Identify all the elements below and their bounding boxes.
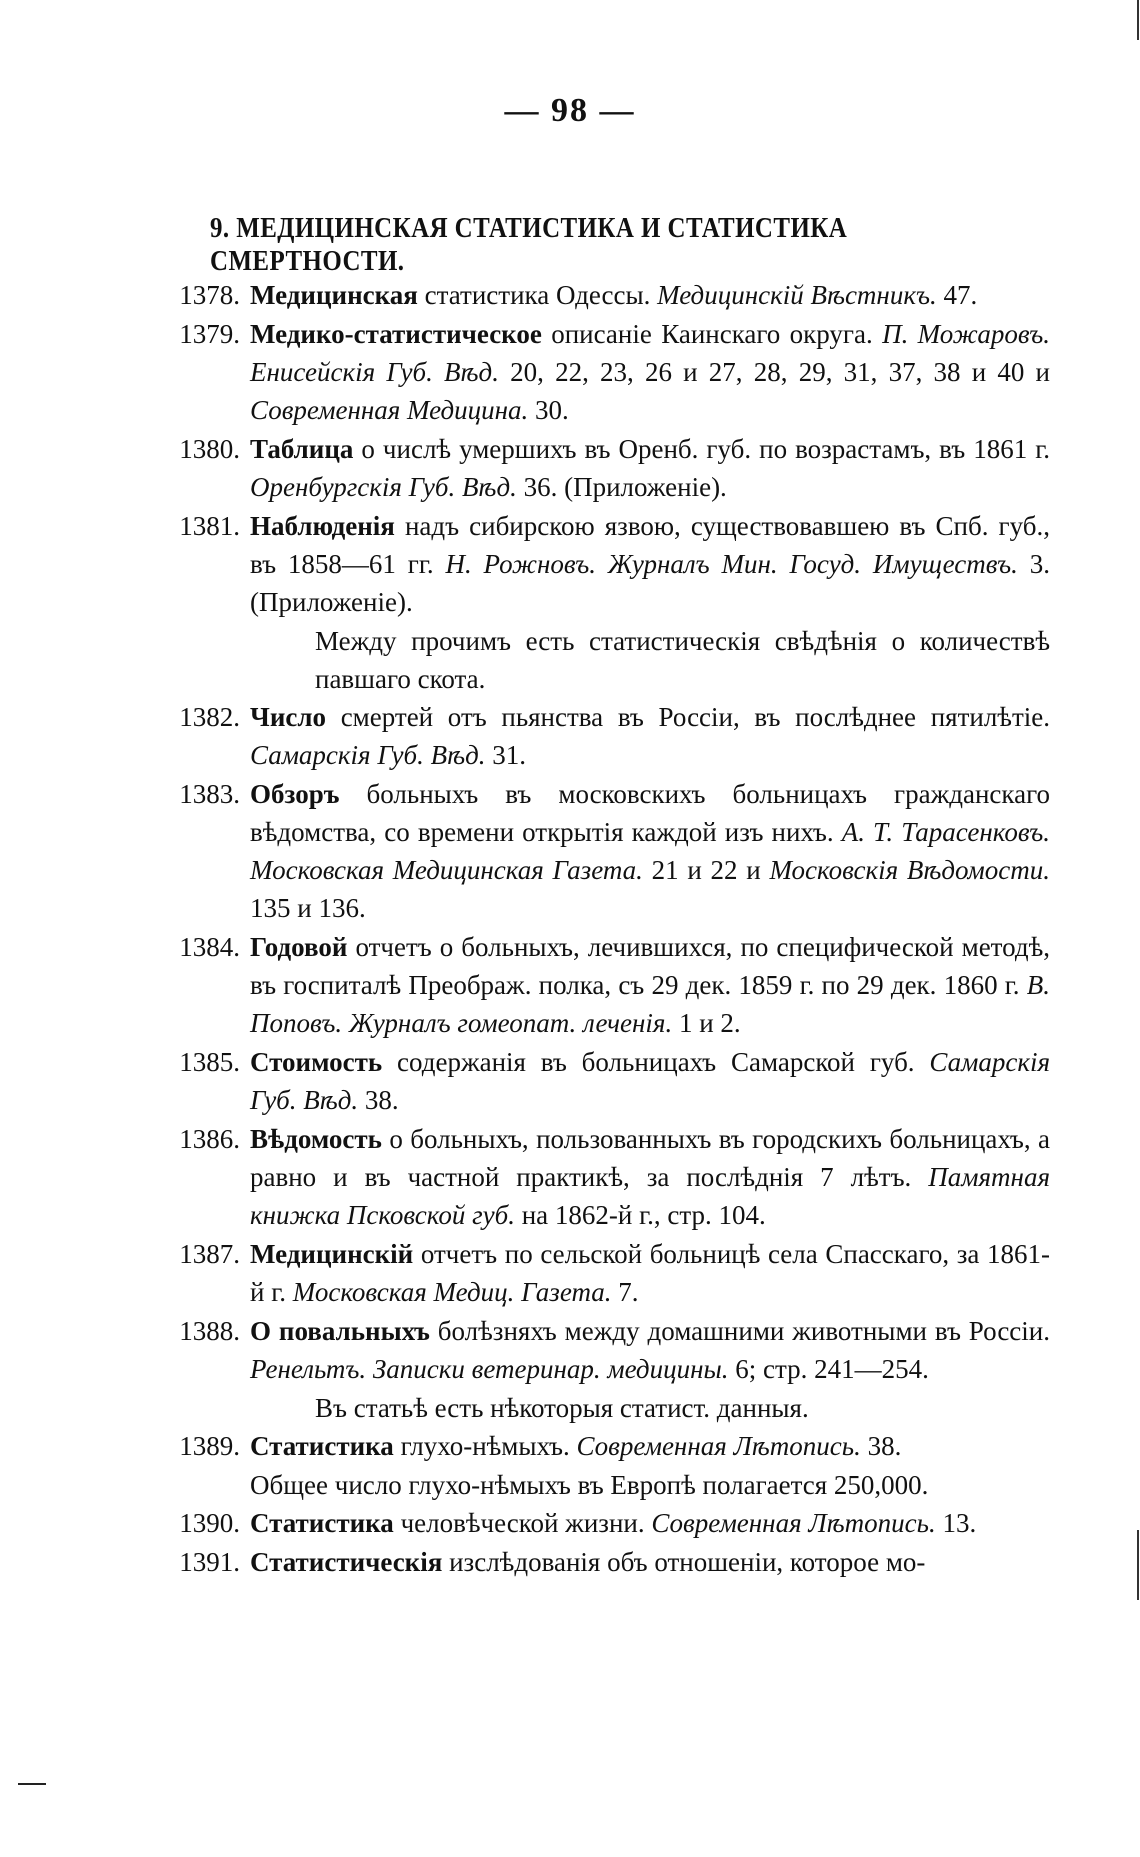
- entry-1378: [150, 276, 1050, 314]
- entry-keyword: Число: [250, 702, 327, 732]
- entry-keyword: Статистика: [250, 1431, 394, 1461]
- entry-body: [250, 1543, 1050, 1581]
- entry-number: 1389.: [179, 1431, 240, 1461]
- entry-text: болѣзняхъ между домашними животными въ Россіи.: [429, 1316, 1050, 1346]
- section-title: 9. МЕДИЦИНСКАЯ СТАТИСТИКА И СТАТИСТИКА СМЕРТНОСТИ.: [210, 212, 848, 277]
- entry-source: Ренельтъ. Записки ветеринар. медицины.: [250, 1354, 729, 1384]
- entry-keyword: Вѣдомость: [250, 1124, 382, 1154]
- scan-edge-line: [1137, 0, 1139, 40]
- entry-1385: [150, 1043, 1050, 1119]
- entry-number: 1385.: [179, 1047, 240, 1077]
- entry-1379: [150, 315, 1050, 429]
- entry-text: глухо-нѣмыхъ.: [393, 1431, 577, 1461]
- entry-list: [150, 276, 1050, 1582]
- entry-body: [250, 1235, 1050, 1311]
- entry-keyword: Таблица: [250, 434, 354, 464]
- entry-keyword: Обзоръ: [250, 779, 340, 809]
- entry-tail-2: 135 и 136.: [250, 893, 366, 923]
- entry-tail: 21 и 22 и: [642, 855, 770, 885]
- entry-body: [250, 1120, 1050, 1234]
- entry-tail: 36. (Приложеніе).: [516, 472, 727, 502]
- entry-number: 1386.: [179, 1124, 240, 1154]
- scan-edge-line: [1137, 1530, 1139, 1600]
- entry-1391: [150, 1543, 1050, 1581]
- entry-body: [250, 775, 1050, 927]
- entry-number: 1387.: [179, 1239, 240, 1269]
- entry-source: А. Т. Тарасенковъ. Московская Медицинская Газета.: [250, 817, 1050, 885]
- entry-text: надъ сибирскою язвою, существовавшею въ Спб. губ., въ 1858—61 гг.: [250, 511, 1050, 579]
- entry-1386: [150, 1120, 1050, 1234]
- entry-tail: 31.: [485, 740, 527, 770]
- entry-source: Самарскія Губ. Вѣд.: [250, 740, 486, 770]
- entry-tail: 38.: [860, 1431, 902, 1461]
- entry-source: Московская Медиц. Газета.: [292, 1277, 612, 1307]
- entry-number: 1384.: [179, 932, 240, 962]
- entry-text: отчетъ по сельской больницѣ села Спасскаго, за 1861-й г.: [250, 1239, 1050, 1307]
- entry-tail: 38.: [358, 1085, 399, 1115]
- entry-number: 1383.: [179, 779, 240, 809]
- entry-1383: [150, 775, 1050, 927]
- entry-text: содержанія въ больницахъ Самарской губ.: [382, 1047, 930, 1077]
- entry-number: 1388.: [179, 1316, 240, 1346]
- entry-source: П. Можаровъ. Енисейскія Губ. Вѣд.: [250, 319, 1050, 387]
- entry-1388: [150, 1312, 1050, 1388]
- entry-tail: 13.: [935, 1508, 977, 1538]
- entry-source: Современная Лѣтопись.: [651, 1508, 936, 1538]
- entry-source: Медицинскій Вѣстникъ.: [657, 280, 937, 310]
- entry-keyword: Годовой: [250, 932, 348, 962]
- entry-text: статистика Одессы.: [417, 280, 658, 310]
- entry-1390: [150, 1504, 1050, 1542]
- entry-1389: [150, 1427, 1050, 1465]
- entry-number: 1381.: [179, 511, 240, 541]
- entry-number: 1382.: [179, 702, 240, 732]
- entry-source: Самарскія Губ. Вѣд.: [250, 1047, 1050, 1115]
- entry-body: [250, 315, 1050, 429]
- entry-1381: [150, 507, 1050, 621]
- entry-keyword: Медико-статистическое: [250, 319, 542, 349]
- entry-note: Между прочимъ есть статистическія свѣдѣнія о количествѣ павшаго скота.: [315, 626, 1050, 694]
- entry-text: о числѣ умершихъ въ Оренб. губ. по возрастамъ, въ 1861 г.: [353, 434, 1050, 464]
- entry-body: [250, 276, 1050, 314]
- entry-number: 1380.: [179, 434, 240, 464]
- entry-tail: 20, 22, 23, 26 и 27, 28, 29, 31, 37, 38 и 40 и: [498, 357, 1050, 387]
- entry-body: [250, 1312, 1050, 1388]
- entry-note: Въ статьѣ есть нѣкоторыя статист. данныя.: [315, 1393, 809, 1423]
- entry-tail: 47.: [936, 280, 978, 310]
- margin-dash: [18, 1783, 46, 1785]
- entry-tail: на 1862-й г., стр. 104.: [514, 1200, 766, 1230]
- entry-keyword: Статистика: [250, 1508, 394, 1538]
- entry-body: [250, 1504, 1050, 1542]
- entry-source: Памятная книжка Псковской губ.: [250, 1162, 1050, 1230]
- entry-number: 1378.: [179, 280, 240, 310]
- entry-1384: [150, 928, 1050, 1042]
- entry-source: Оренбургскія Губ. Вѣд.: [250, 472, 517, 502]
- entry-source: В. Поповъ. Журналъ гомеопат. леченія.: [250, 970, 1050, 1038]
- entry-text: изслѣдованія объ отношеніи, которое мо-: [442, 1547, 926, 1577]
- entry-text: описаніе Каинскаго округа.: [541, 319, 883, 349]
- entry-tail: 1 и 2.: [672, 1008, 741, 1038]
- entry-1387: [150, 1235, 1050, 1311]
- entry-body: [250, 507, 1050, 621]
- entry-keyword: Медицинскій: [250, 1239, 414, 1269]
- entry-keyword: Медицинская: [250, 280, 418, 310]
- entry-keyword: Стоимость: [250, 1047, 383, 1077]
- entry-number: 1379.: [179, 319, 240, 349]
- entry-text: человѣческой жизни.: [393, 1508, 652, 1538]
- entry-tail: 7.: [611, 1277, 639, 1307]
- entry-body: [250, 698, 1050, 774]
- entry-1380: [150, 430, 1050, 506]
- entry-source: Современная Лѣтопись.: [576, 1431, 861, 1461]
- entry-body: [250, 430, 1050, 506]
- page-number: — 98 —: [504, 92, 636, 129]
- entry-tail: 6; стр. 241—254.: [728, 1354, 929, 1384]
- entry-number: 1390.: [179, 1508, 240, 1538]
- entry-body: [250, 928, 1050, 1042]
- entry-tail-2: 30.: [528, 395, 569, 425]
- entry-source: Н. Рожновъ. Журналъ Мин. Госуд. Имуществъ.: [445, 549, 1018, 579]
- entry-keyword: Статистическія: [250, 1547, 443, 1577]
- entry-body: [250, 1427, 1050, 1465]
- entry-keyword: О повальныхъ: [250, 1316, 430, 1346]
- entry-number: 1391.: [179, 1547, 240, 1577]
- entry-note: Общее число глухо-нѣмыхъ въ Европѣ полагается 250,000.: [250, 1470, 929, 1500]
- entry-text: смертей отъ пьянства въ Россіи, въ послѣднее пятилѣтіе.: [326, 702, 1050, 732]
- entry-1382: [150, 698, 1050, 774]
- entry-keyword: Наблюденія: [250, 511, 395, 541]
- entry-tail: 3. (Приложеніе).: [250, 549, 1051, 617]
- entry-source-2: Московскія Вѣдомости.: [769, 855, 1050, 885]
- entry-text: о больныхъ, пользованныхъ въ городскихъ больницахъ, а равно и въ частной практикѣ, за послѣднія 7 лѣтъ.: [250, 1124, 1050, 1192]
- entry-source-2: Современная Медицина.: [250, 395, 529, 425]
- entry-text: больныхъ въ московскихъ больницахъ гражданскаго вѣдомства, со времени открытія каждой изъ нихъ.: [250, 779, 1050, 847]
- entry-text: отчетъ о больныхъ, лечившихся, по специфической методѣ, въ госпиталѣ Преображ. полка, съ 29 дек. 1859 г. по 29 дек. 1860 г.: [250, 932, 1050, 1000]
- entry-body: [250, 1043, 1050, 1119]
